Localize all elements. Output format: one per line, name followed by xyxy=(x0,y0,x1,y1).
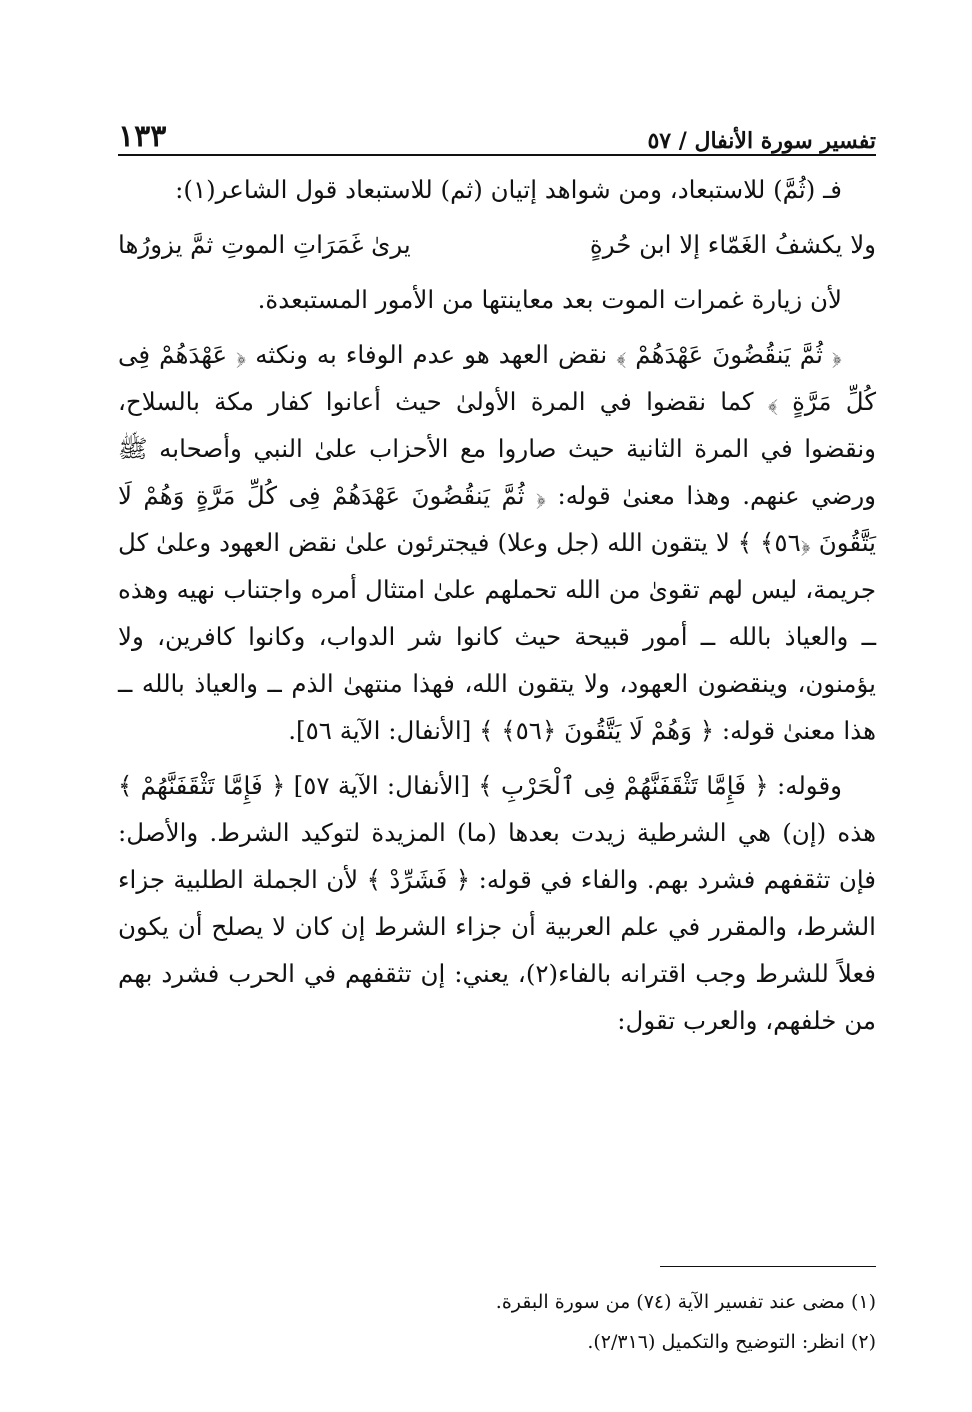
footnote-divider xyxy=(660,1266,876,1267)
paragraph: ﴿ ثُمَّ يَنقُضُونَ عَهْدَهُمْ ﴾ نقض العهد هو عدم الوفاء به ونكثه ﴿ عَهْدَهُمْ فِى كُلِّ مَرَّةٍ ﴾ كما نقضوا في المرة الأولىٰ حيث أعانوا كفار مكة بالسلاح، ونقضوا في المرة الثانية حيث صاروا مع الأحزاب علىٰ النبي وأصحابه ﷺ ورضي عنهم. وهذا معنىٰ قوله: ﴿ ثُمَّ يَنقُضُونَ عَهْدَهُمْ فِى كُلِّ مَرَّةٍ وَهُمْ لَا يَتَّقُونَ ﴿٥٦﴾ ﴾ لا يتقون الله (جل وعلا) فيجترئون علىٰ نقض العهود وعلىٰ كل جريمة، ليس لهم تقوىٰ من الله تحملهم علىٰ امتثال أمره واجتناب نهيه وهذه ــ والعياذ بالله ــ أمور قبيحة حيث كانوا شر الدواب، وكانوا كافرين، ولا يؤمنون، وينقضون العهود، ولا يتقون الله، فهذا منتهىٰ الذم ــ والعياذ بالله ــ هذا معنىٰ قوله: ﴿ وَهُمْ لَا يَتَّقُونَ ﴿٥٦﴾ ﴾ [الأنفال: الآية ٥٦]. xyxy=(118,340,876,745)
footnote: (٢) انظر: التوضيح والتكميل (٢/٣١٦). xyxy=(587,1331,876,1353)
footnotes xyxy=(118,1282,876,1362)
poetry-verse xyxy=(118,221,876,268)
paragraph: لأن زيارة غمرات الموت بعد معاينتها من الأمور المستبعدة. xyxy=(257,285,842,314)
verse-first-hemistich: ولا يكشفُ الغَمّاء إلا ابن حُرةٍ xyxy=(589,230,876,259)
main-text xyxy=(118,166,876,1052)
paragraph: وقوله: ﴿ فَإِمَّا تَثْقَفَنَّهُمْ فِى ٱلْحَرْبِ ﴾ [الأنفال: الآية ٥٧] ﴿ فَإِمَّا تَثْقَفَنَّهُمْ ﴾ هذه (إن) هي الشرطية زيدت بعدها (ما) المزيدة لتوكيد الشرط. والأصل: فإن تثقفهم فشرد بهم. والفاء في قوله: ﴿ فَشَرِّدْ ﴾ لأن الجملة الطلبية جزاء الشرط، والمقرر في علم العربية أن جزاء الشرط إن كان لا يصلح أن يكون فعلاً للشرط وجب اقترانه بالفاء(٢)، يعني: إن تثقفهم في الحرب فشرد بهم من خلفهم، والعرب تقول: xyxy=(118,771,876,1035)
running-title: تفسير سورة الأنفال / ٥٧ xyxy=(647,128,876,154)
header-divider xyxy=(118,154,876,156)
footnote: (١) مضى عند تفسير الآية (٧٤) من سورة البقرة. xyxy=(495,1291,876,1313)
page-number: ١٣٣ xyxy=(118,119,167,154)
verse-second-hemistich: يرىٰ غَمَرَاتِ الموتِ ثمَّ يزورُها xyxy=(118,230,411,259)
page-header xyxy=(118,108,876,154)
paragraph: فـ (ثُمَّ) للاستبعاد، ومن شواهد إتيان (ثم) للاستبعاد قول الشاعر(١): xyxy=(175,175,842,204)
